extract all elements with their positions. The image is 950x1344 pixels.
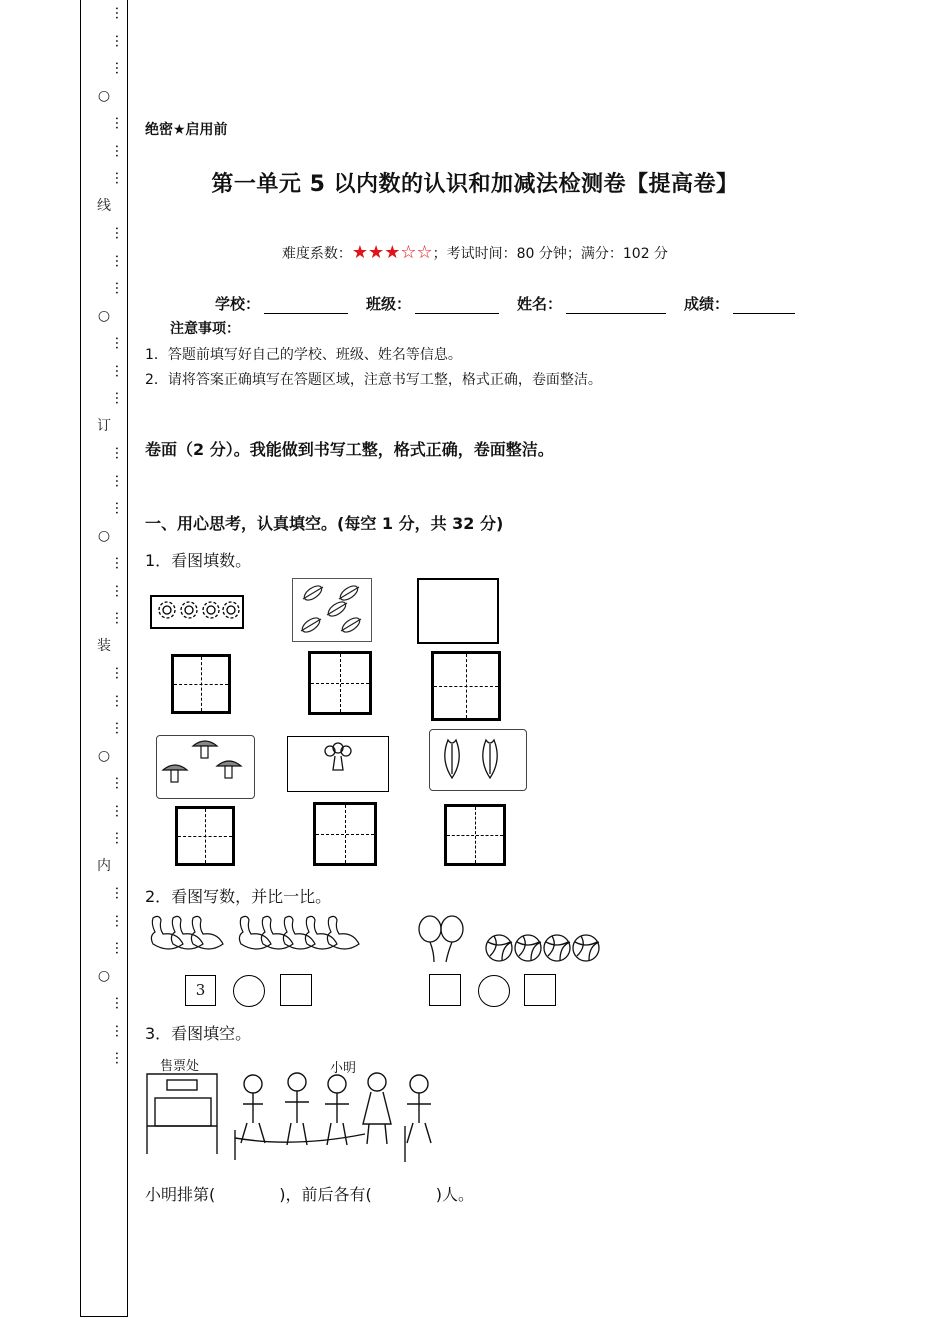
class-blank[interactable] bbox=[415, 299, 499, 314]
name-label: 姓名： bbox=[517, 295, 563, 313]
name-blank[interactable] bbox=[566, 299, 666, 314]
binding-mark: … bbox=[112, 61, 128, 75]
school-label: 学校： bbox=[215, 295, 261, 313]
class-field[interactable] bbox=[366, 293, 499, 314]
answer-box-given: 3 bbox=[185, 975, 216, 1006]
flower-icon bbox=[152, 597, 242, 627]
binding-mark: … bbox=[112, 473, 128, 488]
question-2: 2．看图写数，并比一比。 bbox=[145, 887, 332, 906]
exam-meta bbox=[0, 242, 950, 263]
binding-mark: … bbox=[112, 446, 128, 460]
question-1: 1．看图填数。 bbox=[145, 551, 252, 570]
binding-mark: 装 bbox=[97, 637, 111, 654]
binding-mark: … bbox=[112, 1051, 128, 1065]
binding-mark: … bbox=[112, 666, 128, 680]
empty-picture bbox=[417, 578, 499, 644]
cabbage-icon bbox=[430, 730, 526, 790]
binding-mark: … bbox=[112, 776, 128, 790]
score-blank[interactable] bbox=[733, 299, 795, 314]
confidential-label: 绝密★启用前 bbox=[145, 122, 228, 138]
answer-grid[interactable] bbox=[308, 651, 372, 715]
ticket-office-label: 售票处 bbox=[160, 1059, 200, 1074]
binding-mark: … bbox=[112, 281, 128, 295]
xiaoming-label: 小明 bbox=[330, 1061, 357, 1076]
binding-mark: … bbox=[112, 143, 128, 158]
student-info-fields bbox=[215, 293, 813, 314]
children-queue-icon bbox=[145, 1068, 445, 1168]
binding-mark: 订 bbox=[97, 417, 111, 434]
neatness-statement: 卷面（2 分）。我能做到书写工整，格式正确，卷面整洁。 bbox=[145, 440, 554, 459]
school-blank[interactable] bbox=[264, 299, 348, 314]
binding-mark: 内 bbox=[97, 857, 111, 874]
school-field[interactable] bbox=[215, 293, 348, 314]
leaf-icon bbox=[293, 579, 371, 641]
binding-mark: … bbox=[112, 226, 128, 240]
score-label: 成绩： bbox=[684, 295, 730, 313]
compare-circle[interactable] bbox=[478, 975, 510, 1007]
notice-item: 2．请将答案正确填写在答题区域，注意书写工整，格式正确，卷面整洁。 bbox=[145, 372, 602, 388]
binding-mark: … bbox=[112, 693, 128, 708]
answer-grid[interactable] bbox=[171, 654, 231, 714]
binding-mark: … bbox=[112, 721, 128, 735]
binding-mark: … bbox=[112, 1023, 128, 1038]
broccoli-icon bbox=[288, 737, 388, 791]
ticket-booth-icon bbox=[147, 1074, 217, 1154]
binding-mark: … bbox=[112, 556, 128, 570]
binding-mark: … bbox=[112, 391, 128, 405]
compare-circle[interactable] bbox=[233, 975, 265, 1007]
binding-mark: … bbox=[112, 886, 128, 900]
balloon-icon bbox=[415, 915, 470, 965]
answer-box[interactable] bbox=[280, 974, 312, 1006]
binding-mark: 线 bbox=[97, 197, 111, 214]
binding-mark: ○ bbox=[97, 747, 111, 764]
binding-mark: … bbox=[112, 501, 128, 515]
binding-mark: … bbox=[112, 253, 128, 268]
binding-mark: … bbox=[112, 996, 128, 1010]
binding-mark: … bbox=[112, 116, 128, 130]
notice-heading: 注意事项： bbox=[170, 321, 240, 337]
binding-mark: ○ bbox=[97, 307, 111, 324]
section-heading: 一、用心思考，认真填空。(每空 1 分，共 32 分) bbox=[145, 514, 504, 533]
volleyball-icon bbox=[484, 932, 606, 964]
difficulty-label: 难度系数： bbox=[281, 246, 352, 262]
leaf-picture bbox=[292, 578, 372, 642]
star-empty-icon: ☆☆ bbox=[400, 242, 433, 263]
binding-mark: … bbox=[112, 803, 128, 818]
binding-mark: … bbox=[112, 336, 128, 350]
binding-mark: … bbox=[112, 831, 128, 845]
answer-grid[interactable] bbox=[431, 651, 501, 721]
binding-mark: … bbox=[112, 6, 128, 20]
exam-info: ；考试时间：80 分钟；满分：102 分 bbox=[432, 246, 669, 262]
page-title: 第一单元 5 以内数的认识和加减法检测卷【提高卷】 bbox=[211, 172, 739, 197]
score-field[interactable] bbox=[684, 293, 795, 314]
binding-mark: … bbox=[112, 171, 128, 185]
answer-grid[interactable] bbox=[313, 802, 377, 866]
answer-box[interactable] bbox=[524, 974, 556, 1006]
binding-mark: … bbox=[112, 611, 128, 625]
binding-mark: … bbox=[112, 941, 128, 955]
answer-grid[interactable] bbox=[175, 806, 235, 866]
notice-item: 1．答题前填写好自己的学校、班级、姓名等信息。 bbox=[145, 347, 462, 363]
flower-picture bbox=[150, 595, 244, 629]
star-full-icon: ★★★ bbox=[351, 242, 401, 263]
binding-mark: ○ bbox=[97, 967, 111, 984]
question-3-answer[interactable]: 小明排第( )，前后各有( )人。 bbox=[145, 1185, 474, 1204]
binding-mark: … bbox=[112, 583, 128, 598]
binding-mark: … bbox=[112, 33, 128, 48]
answer-grid[interactable] bbox=[444, 804, 506, 866]
mushroom-picture bbox=[156, 735, 255, 799]
binding-mark: ○ bbox=[97, 87, 111, 104]
cabbage-picture bbox=[429, 729, 527, 791]
binding-mark: ○ bbox=[97, 527, 111, 544]
name-field[interactable] bbox=[517, 293, 666, 314]
question-3: 3．看图填空。 bbox=[145, 1024, 252, 1043]
binding-mark: … bbox=[112, 363, 128, 378]
mushroom-icon bbox=[157, 736, 254, 798]
class-label: 班级： bbox=[366, 295, 412, 313]
broccoli-picture bbox=[287, 736, 389, 792]
answer-box[interactable] bbox=[429, 974, 461, 1006]
duck-icon bbox=[145, 912, 370, 962]
binding-mark: … bbox=[112, 913, 128, 928]
